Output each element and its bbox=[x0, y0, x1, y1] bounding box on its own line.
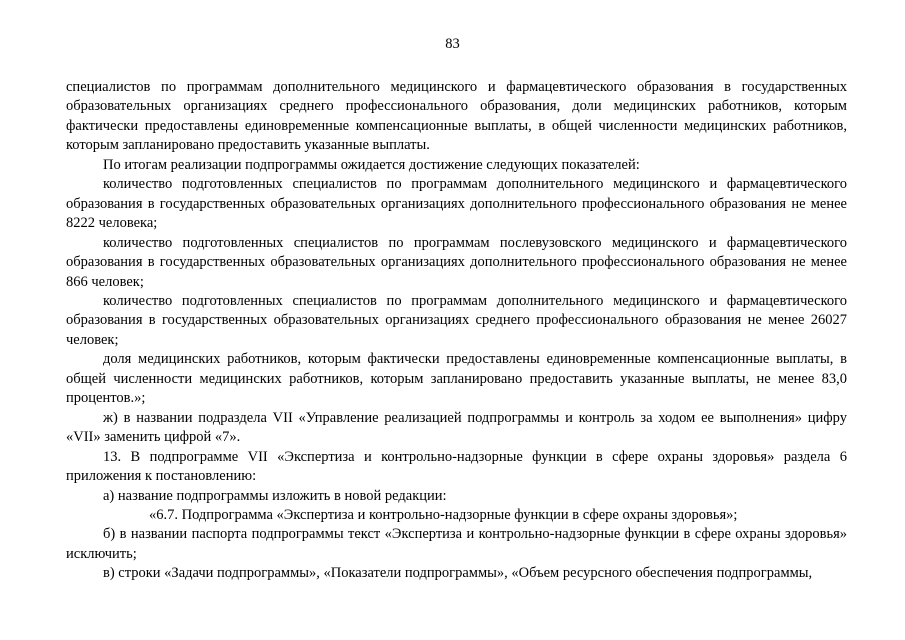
document-body bbox=[66, 78, 847, 584]
paragraph-item-zh: ж) в названии подраздела VII «Управление реализацией подпрограммы и контроль за ходом ее выполнения» цифру «VII» заменить цифрой «7». bbox=[66, 409, 847, 446]
page-number: 83 bbox=[445, 36, 460, 52]
paragraph-item-b: б) в названии паспорта подпрограммы текст «Экспертиза и контрольно-надзорные функции в сфере охраны здоровья» исключить; bbox=[66, 526, 847, 562]
paragraph-new-title: «6.7. Подпрограмма «Экспертиза и контрольно-надзорные функции в сфере охраны здоровья»; bbox=[149, 506, 738, 523]
paragraph-section-13: 13. В подпрограмме VII «Экспертиза и контрольно-надзорные функции в сфере охраны здоровья» раздела 6 приложения к постановлению: bbox=[66, 448, 847, 485]
paragraph-indicator-additional-education: количество подготовленных специалистов по программам дополнительного медицинского и фармацевтического образования в государственных образовательных организациях дополнительного профессионального образования не менее 8222 человека; bbox=[66, 176, 847, 232]
paragraph-indicator-compensation-share: доля медицинских работников, которым фактически предоставлены единовременные компенсационные выплаты, в общей численности медицинских работников, которым запланировано предоставить указанные выплаты, не менее 83,0 процентов.»; bbox=[66, 351, 847, 407]
paragraph-indicator-secondary-education: количество подготовленных специалистов по программам дополнительного медицинского и фармацевтического образования в государственных образовательных организациях среднего профессионального образования не менее 26027 человек; bbox=[66, 292, 847, 348]
paragraph-indicator-postgraduate-education: количество подготовленных специалистов по программам послевузовского медицинского и фармацевтического образования в государственных образовательных организациях дополнительного профессионального образования не менее 866 человек; bbox=[66, 234, 847, 290]
paragraph-expected-results: По итогам реализации подпрограммы ожидается достижение следующих показателей: bbox=[103, 156, 640, 173]
paragraph-item-a: а) название подпрограммы изложить в новой редакции: bbox=[103, 487, 447, 504]
paragraph-continuation: специалистов по программам дополнительного медицинского и фармацевтического образования в государственных образовательных организациях среднего профессионального образования, доли медицинских работников, которым фактически предоставлены единовременные компенсационные выплаты, в общей численности медицинских работников, которым запланировано предоставить указанные выплаты. bbox=[66, 79, 847, 154]
paragraph-item-v: в) строки «Задачи подпрограммы», «Показатели подпрограммы», «Объем ресурсного обеспечения подпрограммы, bbox=[103, 565, 813, 582]
